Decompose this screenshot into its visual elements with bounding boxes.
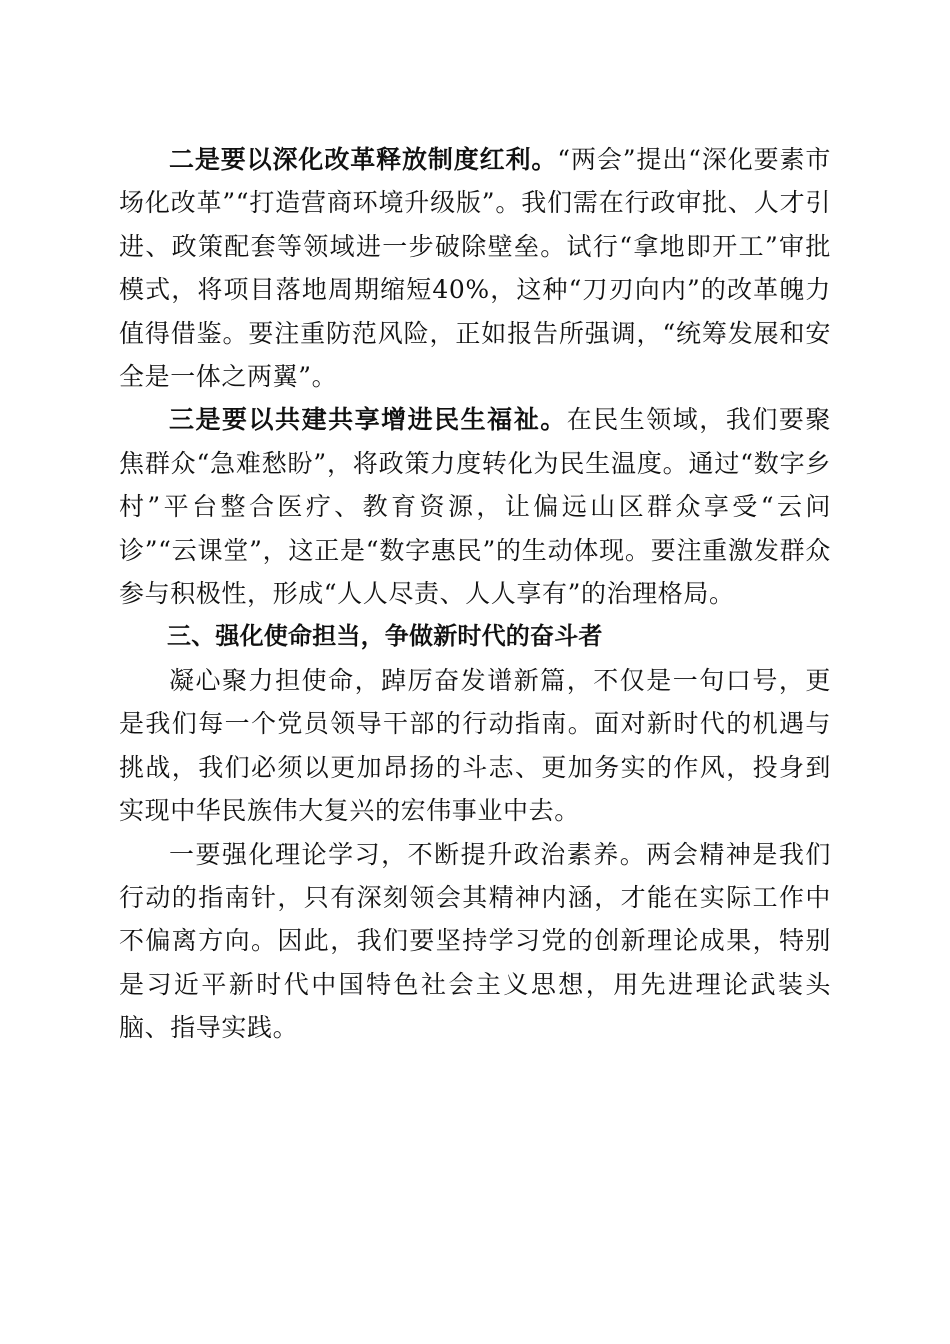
section-heading: 三、强化使命担当，争做新时代的奋斗者: [167, 622, 603, 651]
paragraph-reform-dividends: [119, 138, 831, 398]
paragraph-livelihood-wellbeing: [119, 398, 831, 615]
paragraph-text: “两会”提出“深化要素市场化改革”“打造营商环境升级版”。我们需在行政审批、人才引进、政策配套等领域进一步破除壁垒。试行“拿地即开工”审批模式，将项目落地周期缩短40%，这种“刀刃向内”的改革魄力值得借鉴。要注重防范风险，正如报告所强调，“统筹发展和安全是一体之两翼”。: [119, 145, 831, 392]
paragraph-text: 在民生领域，我们要聚焦群众“急难愁盼”，将政策力度转化为民生温度。通过“数字乡村”平台整合医疗、教育资源，让偏远山区群众享受“云问诊”“云课堂”，这正是“数字惠民”的生动体现。要注重激发群众参与积极性，形成“人人尽责、人人享有”的治理格局。: [119, 405, 831, 609]
paragraph-lead-text: 二是要以深化改革释放制度红利。: [169, 145, 558, 174]
paragraph-lead-text: 三是要以共建共享增进民生福祉。: [169, 405, 567, 435]
paragraph-text: 凝心聚力担使命，踔厉奋发谱新篇，不仅是一句口号，更是我们每一个党员领导干部的行动指南。面对新时代的机遇与挑战，我们必须以更加昂扬的斗志、更加务实的作风，投身到实现中华民族伟大复兴的宏伟事业中去。: [119, 665, 831, 826]
paragraph-theory-study: [119, 833, 831, 1050]
document-body: [119, 138, 831, 1050]
paragraph-mission-intro: [119, 659, 831, 833]
paragraph-text: 一要强化理论学习，不断提升政治素养。两会精神是我们行动的指南针，只有深刻领会其精神内涵，才能在实际工作中不偏离方向。因此，我们要坚持学习党的创新理论成果，特别是习近平新时代中国特色社会主义思想，用先进理论武装头脑、指导实践。: [119, 839, 831, 1043]
